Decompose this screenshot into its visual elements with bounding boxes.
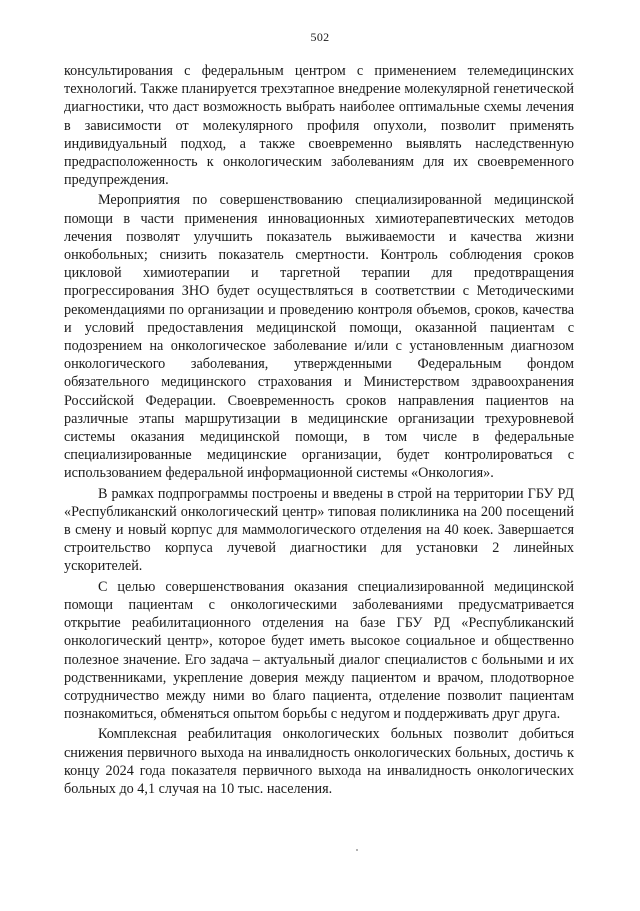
paragraph-3: В рамках подпрограммы построены и введены в строй на территории ГБУ РД «Республиканский онкологический центр» типовая поликлиника на 200 посещений в смену и новый корпус для маммологического отделения на 40 коек. Завершается строительство корпуса лучевой диагностики для установки 2 линейных ускорителей. [64, 485, 574, 575]
paragraph-4: С целью совершенствования оказания специализированной медицинской помощи пациентам с онкологическими заболеваниями предусматривается открытие реабилитационного отделения на базе ГБУ РД «Республиканский онкологический центр», которое будет иметь высокое социальное и общественно полезное значение. Его задача – актуальный диалог специалистов с больными и их родственниками, укрепление доверия между пациентом и врачом, плодотворное сотрудничество между ними во благо пациента, отделение позволит пациентам познакомиться, обменяться опытом борьбы с недугом и поддерживать друг друга. [64, 578, 574, 723]
page-number: 502 [310, 30, 330, 44]
scan-speck [356, 849, 358, 851]
paragraph-2: Мероприятия по совершенствованию специализированной медицинской помощи в части применения инновационных химиотерапевтических методов лечения позволят улучшить показатель выживаемости и качества жизни онкобольных; снизить показатель смертности. Контроль соблюдения сроков цикловой химиотерапии и таргетной терапии для предотвращения прогрессирования ЗНО будет осуществляться в соответствии с Методическими рекомендациями по организации и проведению контроля объемов, сроков, качества и условий предоставления медицинской помощи, оказанной пациентам с подозрением на онкологическое заболевание и/или с установленным диагнозом онкологического заболевания, утвержденными Федеральным фондом обязательного медицинского страхования и Министерством здравоохранения Российской Федерации. Своевременность сроков направления пациентов на различные этапы маршрутизации в медицинские организации трехуровневой системы оказания медицинской помощи, в том числе в федеральные специализированные медицинские организации, будет контролироваться с использованием федеральной информационной системы «Онкология». [64, 192, 574, 482]
document-body [64, 62, 574, 798]
paragraph-5: Комплексная реабилитация онкологических больных позволит добиться снижения первичного выхода на инвалидность онкологических больных, достичь к концу 2024 года показателя первичного выхода на инвалидность онкологических больных до 4,1 случая на 10 тыс. населения. [64, 726, 574, 797]
paragraph-1: консультирования с федеральным центром с применением телемедицинских технологий. Также планируется трехэтапное внедрение молекулярной генетической диагностики, что даст возможность выбрать наиболее оптимальные схемы лечения в зависимости от молекулярного профиля опухоли, позволит применять индивидуальный подход, а также своевременно выявлять наследственную предрасположенность к онкологическим заболеваниям для их своевременного предупреждения. [64, 63, 574, 189]
